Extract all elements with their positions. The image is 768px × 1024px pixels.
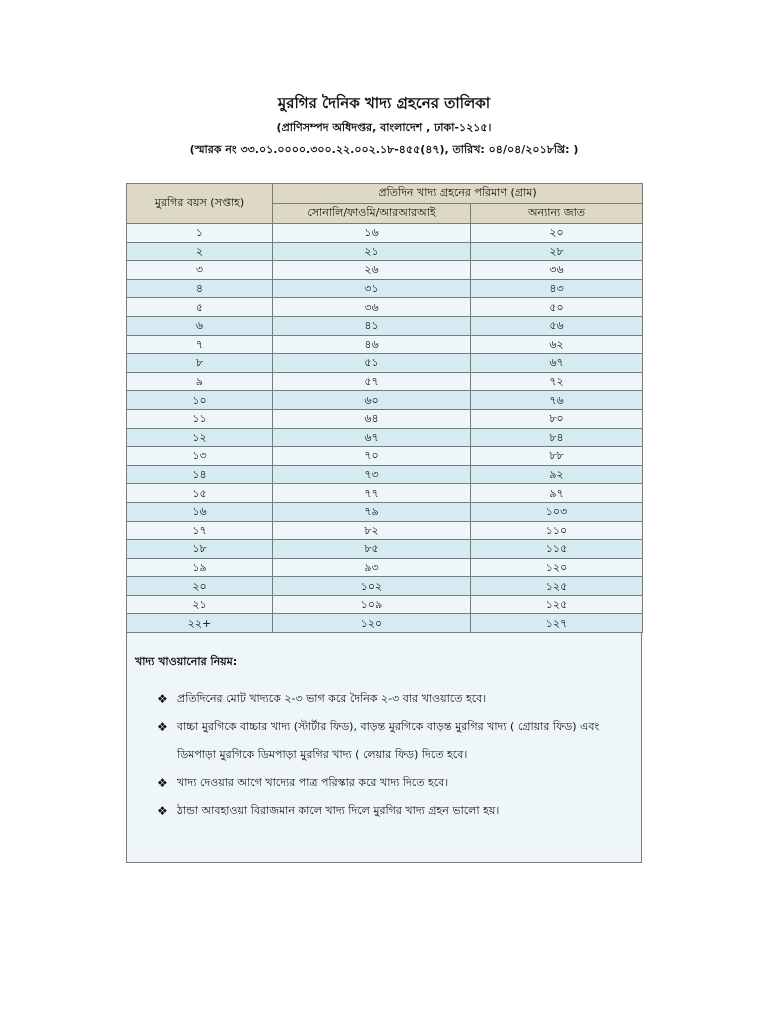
sonali-intake-cell: ৯৩ [273, 558, 471, 577]
other-intake-cell: ১১৫ [471, 540, 643, 559]
age-cell: ১৩ [127, 447, 273, 466]
table-row [127, 558, 643, 577]
age-cell: ৮ [127, 354, 273, 373]
age-cell: ৩ [127, 261, 273, 280]
table-row [127, 261, 643, 280]
rule-text: খাদ্য দেওয়ার আগে খাদ্যের পাত্র পরিস্কার করে খাদ্য দিতে হবে। [177, 776, 449, 789]
other-intake-cell: ১২৫ [471, 577, 643, 596]
sonali-intake-cell: ৫৭ [273, 372, 471, 391]
age-cell: ৯ [127, 372, 273, 391]
diamond-bullet-icon: ❖ [157, 720, 168, 734]
other-intake-cell: ২৮ [471, 242, 643, 261]
other-intake-cell: ৬৭ [471, 354, 643, 373]
table-row [127, 484, 643, 503]
sonali-intake-cell: ৬৭ [273, 428, 471, 447]
diamond-bullet-icon: ❖ [157, 804, 168, 818]
other-intake-cell: ৮০ [471, 409, 643, 428]
rule-item [157, 713, 637, 769]
age-cell: ৫ [127, 298, 273, 317]
other-intake-cell: ৬২ [471, 335, 643, 354]
age-cell: ১৪ [127, 465, 273, 484]
diamond-bullet-icon: ❖ [157, 692, 168, 706]
sonali-intake-cell: ৩৬ [273, 298, 471, 317]
organization-line: (প্রাণিসম্পদ অধিদপ্তর, বাংলাদেশ , ঢাকা-১২১৫। [276, 121, 492, 134]
sonali-intake-cell: ৭৩ [273, 465, 471, 484]
other-intake-cell: ৩৬ [471, 261, 643, 280]
age-cell: ১ [127, 224, 273, 243]
age-cell: ১১ [127, 409, 273, 428]
sonali-intake-cell: ৬৪ [273, 409, 471, 428]
age-cell: ১৮ [127, 540, 273, 559]
sonali-intake-cell: ৮৫ [273, 540, 471, 559]
table-row [127, 391, 643, 410]
age-cell: ১৭ [127, 521, 273, 540]
table-row [127, 279, 643, 298]
age-cell: ৬ [127, 316, 273, 335]
other-intake-cell: ১২৫ [471, 595, 643, 614]
sonali-intake-cell: ৭৯ [273, 502, 471, 521]
other-intake-cell: ৭৬ [471, 391, 643, 410]
table-row [127, 298, 643, 317]
age-cell: ১২ [127, 428, 273, 447]
sonali-intake-cell: ৭০ [273, 447, 471, 466]
other-intake-cell: ৮৪ [471, 428, 643, 447]
other-intake-cell: ১০৩ [471, 502, 643, 521]
age-cell: ১০ [127, 391, 273, 410]
table-row [127, 465, 643, 484]
age-cell: ১৯ [127, 558, 273, 577]
table-row [127, 614, 643, 633]
sonali-intake-cell: ৩১ [273, 279, 471, 298]
sonali-intake-cell: ৬০ [273, 391, 471, 410]
table-row [127, 577, 643, 596]
document-title: মুরগির দৈনিক খাদ্য গ্রহনের তালিকা [277, 94, 491, 112]
table-row [127, 521, 643, 540]
sonali-intake-cell: ২১ [273, 242, 471, 261]
other-intake-cell: ১২০ [471, 558, 643, 577]
table-row [127, 224, 643, 243]
table-row [127, 242, 643, 261]
sonali-column-header: সোনালি/ফাওমি/আরআরআই [273, 204, 471, 224]
other-intake-cell: ৯২ [471, 465, 643, 484]
rule-item [157, 685, 637, 713]
other-intake-cell: ১১০ [471, 521, 643, 540]
intake-column-header: প্রতিদিন খাদ্য গ্রহনের পরিমাণ (গ্রাম) [273, 184, 643, 204]
age-cell: ১৬ [127, 502, 273, 521]
age-cell: ২ [127, 242, 273, 261]
sonali-intake-cell: ১২০ [273, 614, 471, 633]
feed-intake-table [126, 183, 642, 633]
rule-text: বাচ্চা মুরগিকে বাচ্চার খাদ্য (স্টার্টার ফিড), বাড়ন্ত মুরগিকে বাড়ন্ত মুরগির খাদ্য ( গ্রোয়ার ফিড) এবং ডিমপাড়া মুরগিকে ডিমপাড়া মুরগির খাদ্য ( লেয়ার ফিড) দিতে হবে। [177, 720, 600, 761]
other-intake-cell: ২০ [471, 224, 643, 243]
age-cell: ৪ [127, 279, 273, 298]
memo-line: (স্মারক নং ৩৩.০১.০০০০.৩০০.২২.০০২.১৮-৪৫৫(৪৭), তারিখ: ০৪/০৪/২০১৮খ্রি: ) [189, 143, 579, 156]
table-row [127, 540, 643, 559]
table-row [127, 428, 643, 447]
sonali-intake-cell: ১৬ [273, 224, 471, 243]
diamond-bullet-icon: ❖ [157, 776, 168, 790]
age-cell: ২০ [127, 577, 273, 596]
sonali-intake-cell: ৫১ [273, 354, 471, 373]
rule-text: ঠান্ডা আবহাওয়া বিরাজমান কালে খাদ্য দিলে মুরগির খাদ্য গ্রহন ভালো হয়। [177, 804, 500, 817]
table-row [127, 316, 643, 335]
other-intake-cell: ৫০ [471, 298, 643, 317]
feeding-rules-box [126, 633, 642, 863]
table-row [127, 354, 643, 373]
other-intake-cell: ৫৬ [471, 316, 643, 335]
sonali-intake-cell: ৭৭ [273, 484, 471, 503]
other-intake-cell: ৮৮ [471, 447, 643, 466]
age-column-header: মুরগির বয়স (সপ্তাহ) [127, 184, 273, 224]
sonali-intake-cell: ১০২ [273, 577, 471, 596]
table-row [127, 595, 643, 614]
table-row [127, 447, 643, 466]
other-intake-cell: ৭২ [471, 372, 643, 391]
table-body [127, 224, 643, 633]
other-intake-cell: ৯৭ [471, 484, 643, 503]
rules-list [157, 685, 637, 825]
sonali-intake-cell: ৮২ [273, 521, 471, 540]
sonali-intake-cell: ২৬ [273, 261, 471, 280]
age-cell: ২২+ [127, 614, 273, 633]
age-cell: ২১ [127, 595, 273, 614]
table-row [127, 502, 643, 521]
table-row [127, 372, 643, 391]
other-intake-cell: ৪৩ [471, 279, 643, 298]
sonali-intake-cell: ৪৬ [273, 335, 471, 354]
age-cell: ১৫ [127, 484, 273, 503]
document-header [0, 92, 768, 160]
sonali-intake-cell: ৪১ [273, 316, 471, 335]
table-row [127, 335, 643, 354]
age-cell: ৭ [127, 335, 273, 354]
other-intake-cell: ১২৭ [471, 614, 643, 633]
rule-item [157, 769, 637, 797]
rules-title: খাদ্য খাওয়ানোর নিয়ম: [135, 655, 238, 668]
table-row [127, 409, 643, 428]
sonali-intake-cell: ১০৯ [273, 595, 471, 614]
rule-text: প্রতিদিনের মোট খাদ্যকে ২-৩ ভাগ করে দৈনিক ২-৩ বার খাওয়াতে হবে। [177, 692, 487, 705]
other-breeds-column-header: অন্যান্য জাত [471, 204, 643, 224]
rule-item [157, 797, 637, 825]
